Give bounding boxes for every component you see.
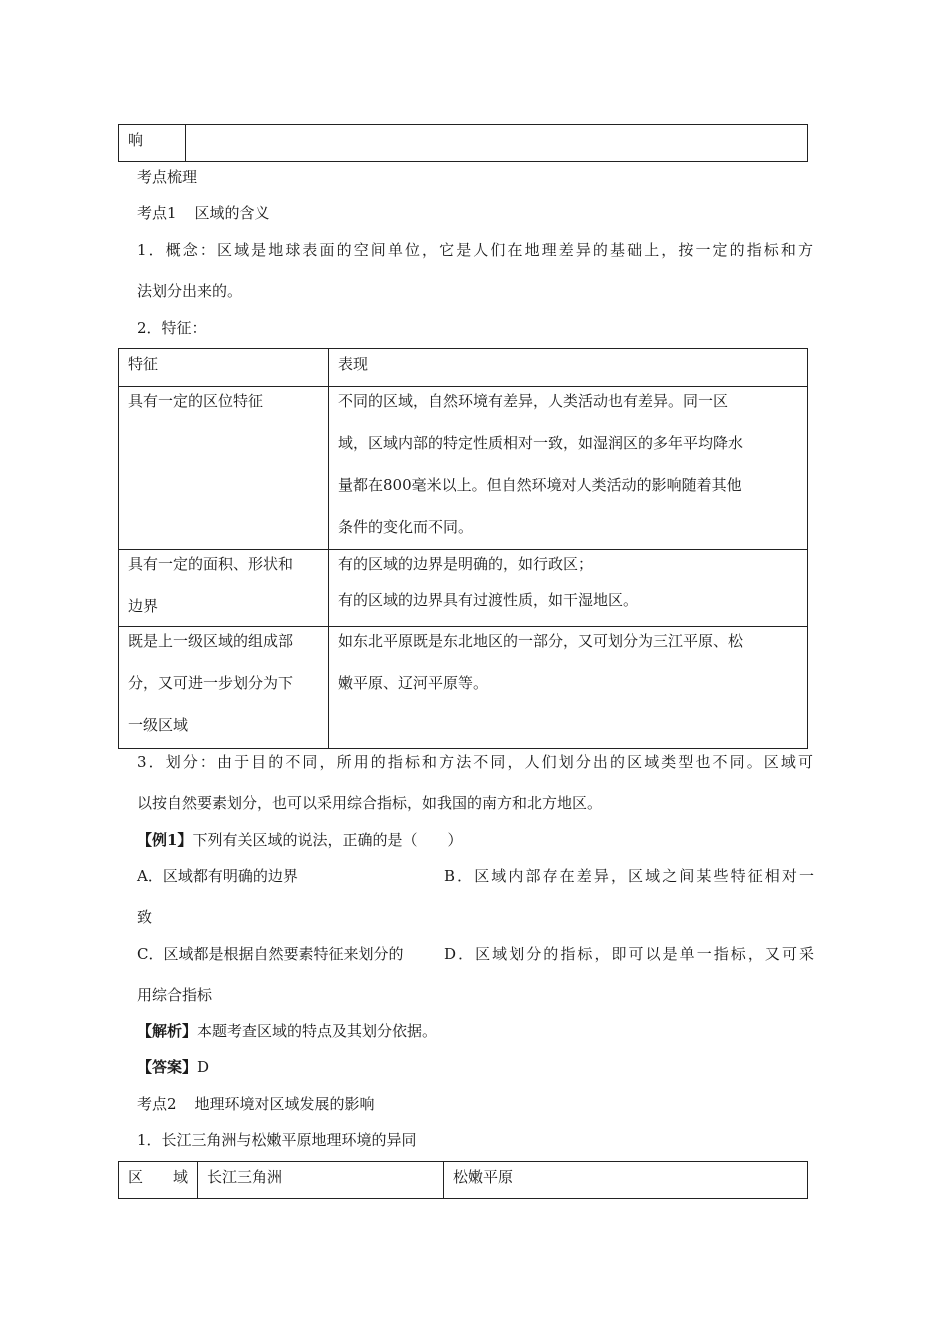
- feature-table-row: [119, 387, 808, 550]
- option-d-line-1: D．区域划分的指标，即可以是单一指标，又可采: [444, 945, 814, 963]
- feature-text: 一级区域: [128, 716, 189, 734]
- option-a: A．区域都有明确的边界: [137, 867, 298, 885]
- kaodian1-num: 考点1: [137, 204, 177, 222]
- feature-table-row: [119, 550, 808, 627]
- example1-question: [137, 830, 462, 850]
- feature-text: 边界: [128, 597, 159, 615]
- feature-table: [118, 348, 808, 749]
- kaodian2-heading: [137, 1094, 375, 1114]
- kaodian2-num: 考点2: [137, 1095, 177, 1113]
- top-table-cell-1: 响: [119, 125, 186, 162]
- answer-tag: 【答案】: [137, 1058, 198, 1076]
- analysis-text: 本题考查区域的特点及其划分依据。: [197, 1022, 438, 1040]
- feature-table-row: [119, 627, 808, 749]
- desc-text: 有的区域的边界是明确的，如行政区；: [338, 555, 594, 573]
- desc-text: 不同的区域，自然环境有差异，人类活动也有差异。同一区: [338, 392, 729, 410]
- feature-text: 具有一定的面积、形状和: [128, 555, 294, 573]
- kaodian2-title: 地理环境对区域发展的影响: [194, 1095, 375, 1113]
- feature-table-header-desc: 表现: [329, 349, 808, 387]
- concept-line-1: 1．概念：区域是地球表面的空间单位，它是人们在地理差异的基础上，按一定的指标和方: [137, 241, 813, 259]
- top-table-cell-2: [186, 125, 808, 162]
- desc-text: 条件的变化而不同。: [338, 518, 474, 536]
- answer-text: D: [197, 1058, 210, 1076]
- desc-text: 如东北平原既是东北地区的一部分，又可划分为三江平原、松: [338, 632, 744, 650]
- option-b-line-2: 致: [137, 908, 153, 926]
- analysis-tag: 【解析】: [137, 1022, 198, 1040]
- compare-table-header-songnen: 松嫩平原: [444, 1162, 808, 1199]
- feature-text: 具有一定的区位特征: [128, 392, 264, 410]
- feature-table-header-feature: 特征: [119, 349, 329, 387]
- answer: [137, 1057, 209, 1077]
- compare-table: [118, 1161, 808, 1199]
- option-b-line-1: B．区域内部存在差异，区域之间某些特征相对一: [444, 867, 814, 885]
- compare-table-header-yangtze: 长江三角洲: [198, 1162, 444, 1199]
- compare-heading: 1．长江三角洲与松嫩平原地理环境的异同: [137, 1131, 417, 1149]
- desc-text: 量都在800毫米以上。但自然环境对人类活动的影响随着其他: [338, 476, 742, 494]
- concept-line-2: 法划分出来的。: [137, 282, 243, 300]
- top-table: [118, 124, 808, 162]
- example1-tag: 【例1】: [137, 831, 193, 849]
- desc-text: 嫩平原、辽河平原等。: [338, 674, 489, 692]
- feature-heading: 2．特征：: [137, 319, 207, 337]
- example1-text: 下列有关区域的说法，正确的是（ ）: [192, 831, 463, 849]
- kaodian1-heading: [137, 203, 270, 223]
- analysis: [137, 1021, 437, 1041]
- feature-text: 既是上一级区域的组成部: [128, 632, 294, 650]
- kaodian1-title: 区域的含义: [194, 204, 270, 222]
- desc-text: 域，区域内部的特定性质相对一致，如湿润区的多年平均降水: [338, 434, 744, 452]
- desc-text: 有的区域的边界具有过渡性质，如干湿地区。: [338, 591, 639, 609]
- option-c: C．区域都是根据自然要素特征来划分的: [137, 945, 404, 963]
- division-line-1: 3．划分：由于目的不同，所用的指标和方法不同，人们划分出的区域类型也不同。区域可: [137, 753, 813, 771]
- compare-table-header-region: 区 域: [119, 1162, 198, 1199]
- division-line-2: 以按自然要素划分，也可以采用综合指标，如我国的南方和北方地区。: [137, 794, 603, 812]
- feature-text: 分，又可进一步划分为下: [128, 674, 294, 692]
- option-d-line-2: 用综合指标: [137, 986, 213, 1004]
- section-title: 考点梳理: [137, 168, 198, 186]
